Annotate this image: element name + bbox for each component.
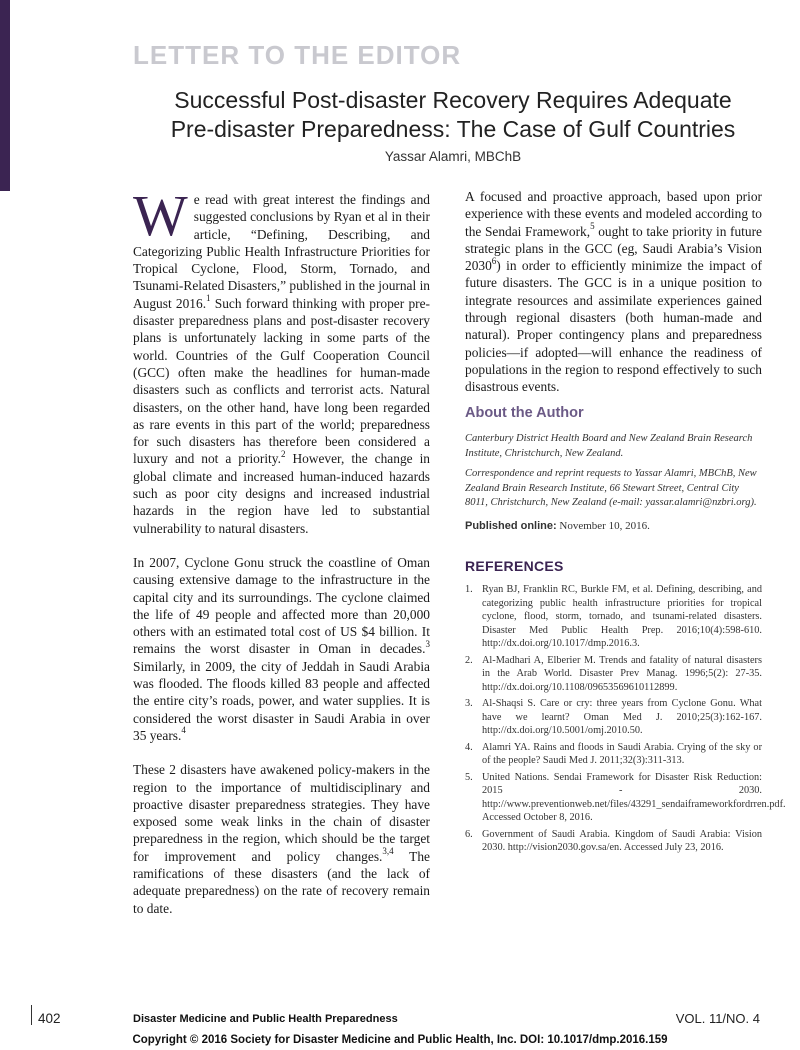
p1-text-a: e read with great interest the findings and suggested conclusions by Ryan et al in their article, “Defining, Describing, and Categorizing Public Health Infrastructure Priorities for Tropical Cyclone, Flood, Storm, Tornado, and Tsunami-Related Disasters,” published in the journal in August 2016. (133, 192, 430, 311)
section-label: LETTER TO THE EDITOR (133, 40, 462, 70)
reference-text[interactable]: Al-Madhari A, Elberier M. Trends and fatality of natural disasters in the Arab World. Disaster Prev Manag. 1996;5(2): 27-35. http://dx.doi.org/10.1108/09653569610112899. (482, 654, 762, 693)
reference-item (465, 828, 762, 855)
journal-name: Disaster Medicine and Public Health Preparedness (133, 1013, 398, 1025)
p4-text-a: A focused and proactive approach, based upon prior experience with these events and modeled according to the Sendai Framework, (465, 189, 762, 239)
page-number: 402 (38, 1011, 61, 1026)
citation-6[interactable]: 6 (491, 255, 497, 266)
reference-number: 5. (465, 771, 473, 783)
citation-4[interactable]: 4 (181, 725, 186, 736)
paragraph-1 (133, 183, 430, 537)
reference-text[interactable]: Al-Shaqsi S. Care or cry: three years from Cyclone Gonu. What have we learnt? Oman Med J. 2010;25(3):162-167. http://dx.doi.org/10.5001/omj.2010.50. (482, 698, 762, 736)
published-date: November 10, 2016. (556, 520, 650, 532)
title-line-1: Successful Post-disaster Recovery Requires Adequate (174, 87, 732, 113)
citation-3[interactable]: 3 (425, 638, 430, 649)
p2-text-b: Similarly, in 2009, the city of Jeddah in Saudi Arabia was flooded. The floods killed 83 people and affected the entire city’s roads, power, and water supplies. It is considered the worst disaster in Saudi Arabia in over 35 years. (133, 658, 430, 743)
p4-text-c: ) in order to efficiently minimize the impact of future disasters. The GCC is in a unique position to integrate resources and assimilate experiences gained through regional disasters (both human-made and natural). Proper contingency plans and preparedness policies—if adopted—will enhance the readiness of populations in the region to respond effectively to such disastrous events. (465, 258, 762, 395)
published-online (465, 520, 650, 532)
p1-text-c: However, the change in global climate and increased human-induced hazards such as poor city designs and increased industrial hazards in the region have led to substantial vulnerability to natural disasters. (133, 451, 430, 536)
paragraph-2 (133, 554, 430, 744)
published-label: Published online: (465, 520, 557, 532)
copyright-notice: Copyright © 2016 Society for Disaster Medicine and Public Health, Inc. DOI: 10.1017/dmp.2016.159 (132, 1034, 668, 1046)
p1-text-b: Such forward thinking with proper pre-disaster preparedness plans and post-disaster recovery plans is unfortunately lacking in some parts of the world. Countries of the Gulf Cooperation Council (GCC) often make the headlines for human-made disasters such as conflicts and terrorist acts. Natural disasters, on the other hand, have long been regarded as rare events in this part of the world; preparedness for such disasters has therefore been considered a luxury and not a priority. (133, 295, 430, 467)
p3-text-b: The ramifications of these disasters (and the lack of adequate preparedness) on the rate of recovery remain to date. (133, 848, 430, 916)
citation-1[interactable]: 1 (206, 293, 211, 304)
reference-item (465, 583, 762, 651)
author-affiliation: Canterbury District Health Board and New Zealand Brain Research Institute, Christchurch, New Zealand. (465, 433, 753, 459)
reference-text[interactable]: Alamri YA. Rains and floods in Saudi Arabia. Crying of the sky or of the people? Saudi Med J. 2011;32(3):311-313. (482, 741, 762, 766)
citation-3-4[interactable]: 3,4 (382, 846, 394, 857)
reference-number: 4. (465, 741, 473, 753)
paragraph-3 (133, 761, 430, 917)
volume-issue: VOL. 11/NO. 4 (675, 1011, 760, 1026)
paragraph-4 (465, 188, 762, 396)
references-list (465, 583, 786, 858)
reference-number: 3. (465, 698, 473, 709)
citation-5[interactable]: 5 (590, 221, 595, 232)
reference-item (465, 654, 762, 695)
references-heading: REFERENCES (465, 558, 564, 574)
p2-text-a: In 2007, Cyclone Gonu struck the coastline of Oman causing extensive damage to the infrastructure in the capital city and its surroundings. The cyclone claimed the life of 49 people and affected more than 20,000 others with an estimated total cost of US $4 billion. It remains the worst disaster in Oman in decades. (133, 554, 430, 657)
citation-2[interactable]: 2 (280, 448, 286, 459)
reference-text[interactable]: Ryan BJ, Franklin RC, Burkle FM, et al. Defining, describing, and categorizing public health infrastructure priorities for tropical cyclone, flood, storm, tornado, and tsunami-related disasters. Disaster Med Public Health Prep. 2016;10(4):598-610. http://dx.doi.org/10.1017/dmp.2016.3. (482, 584, 762, 649)
reference-item (465, 697, 762, 738)
reference-text[interactable]: United Nations. Sendai Framework for Disaster Risk Reduction: 2015 - 2030. http://www.preventionweb.net/files/43291_sendaiframeworkfordrren.pdf. Accessed October 8, 2016. (482, 771, 786, 823)
reference-text[interactable]: Government of Saudi Arabia. Kingdom of Saudi Arabia: Vision 2030. http://vision2030.gov.sa/en. Accessed July 23, 2016. (482, 828, 762, 853)
footer-divider (31, 1005, 32, 1025)
article-title (133, 86, 773, 144)
reference-item (465, 771, 786, 825)
left-column (133, 183, 430, 917)
correspondence-info: Correspondence and reprint requests to Yassar Alamri, MBChB, New Zealand Brain Research Institute, 66 Stewart Street, Central City 8011, Christchurch, New Zealand (e-mail: yassar.alamri@nzbri.org). (465, 468, 757, 508)
reference-number: 2. (465, 654, 473, 666)
reference-item (465, 741, 762, 768)
author-name: Yassar Alamri, MBChB (384, 149, 522, 164)
about-author-heading: About the Author (465, 405, 584, 421)
p3-text-a: These 2 disasters have awakened policy-makers in the region to the importance of multidisciplinary and proactive disaster preparedness strategies. They have exposed some weak links in the chain of disaster preparedness in the region, which should be the target for improvement and policy changes. (133, 762, 430, 864)
right-column (465, 188, 762, 396)
drop-cap: W (133, 183, 188, 248)
reference-number: 6. (465, 828, 473, 840)
title-line-2: Pre-disaster Preparedness: The Case of Gulf Countries (170, 116, 736, 142)
p4-text-b: ought to take priority in future strategic plans in the GCC (eg, Saudi Arabia’s Vision 2030 (465, 223, 762, 274)
sidebar-accent-bar (0, 0, 10, 191)
reference-number: 1. (465, 584, 473, 595)
